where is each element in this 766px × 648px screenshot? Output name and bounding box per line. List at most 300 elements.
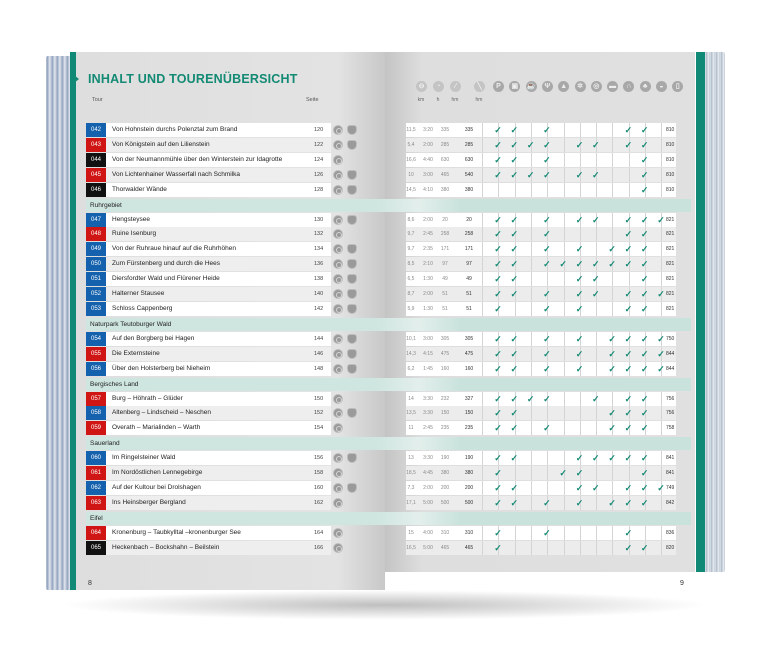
tour-page: 134 — [314, 246, 324, 253]
map-number: 821 — [666, 216, 675, 223]
stat-hm-up: 150 — [440, 410, 450, 417]
difficulty-icon — [333, 259, 343, 269]
check-icon: ✓ — [592, 393, 600, 404]
tour-name[interactable]: Halterner Stausee — [112, 290, 165, 297]
stat-hm-up: 235 — [440, 425, 450, 432]
tour-name[interactable]: Overath – Marialinden – Warth — [112, 424, 201, 432]
difficulty-icon — [333, 155, 343, 165]
tour-page: 150 — [314, 395, 324, 402]
check-icon: ✓ — [624, 363, 633, 374]
difficulty-icon — [333, 498, 343, 508]
stat-km: 8,7 — [407, 291, 415, 297]
stat-km: 5,9 — [407, 305, 415, 312]
book-shadow — [60, 590, 710, 620]
stat-hm-up: 200 — [440, 485, 450, 491]
tour-row[interactable] — [86, 227, 696, 241]
tour-page: 160 — [314, 485, 324, 491]
check-icon: ✓ — [510, 408, 519, 419]
difficulty-icon — [333, 364, 343, 374]
check-icon: ✓ — [494, 333, 502, 344]
stat-hm-down: 380 — [464, 470, 474, 477]
check-icon: ✓ — [657, 214, 665, 225]
stat-km: 17,1 — [406, 499, 416, 506]
page-column-header: Seite — [306, 97, 319, 103]
check-icon: ✓ — [543, 169, 551, 180]
grid-line — [531, 153, 532, 167]
page-edges-left — [46, 56, 70, 590]
tour-number: 046 — [86, 183, 106, 197]
check-icon: ✓ — [575, 214, 584, 225]
grid-line — [515, 466, 516, 480]
tour-name[interactable]: Auf der Kultour bei Drolshagen — [112, 484, 201, 491]
tour-page: 124 — [314, 156, 324, 163]
tour-page: 164 — [314, 529, 324, 536]
stat-km: 11,5 — [406, 127, 416, 133]
family-icon — [347, 244, 357, 254]
grid-line — [482, 541, 483, 555]
tour-row[interactable] — [86, 332, 696, 346]
difficulty-icon — [333, 229, 343, 239]
grid-line — [531, 213, 532, 227]
grid-line — [629, 183, 630, 197]
grid-line — [482, 183, 483, 197]
stat-label: km — [417, 97, 425, 103]
check-icon: ✓ — [640, 348, 649, 359]
map-number: 821 — [666, 231, 675, 238]
grid-line — [531, 347, 532, 361]
check-icon: ✓ — [559, 468, 567, 479]
grid-line — [531, 227, 532, 241]
tour-row[interactable] — [86, 183, 696, 197]
tour-number: 048 — [86, 227, 106, 241]
stat-hm-up: 190 — [440, 455, 450, 462]
grid-line — [596, 227, 597, 241]
check-icon: ✓ — [575, 468, 584, 479]
tour-page: 148 — [314, 365, 324, 372]
check-icon: ✓ — [494, 408, 502, 419]
grid-line — [564, 392, 565, 406]
check-icon: ✓ — [640, 229, 649, 240]
tour-name[interactable]: Thorwalder Wände — [112, 185, 167, 193]
stat-hm-up: 335 — [440, 127, 450, 133]
stat-hm-up: 258 — [440, 231, 450, 238]
stat-km: 14,5 — [406, 186, 416, 193]
tour-page: 144 — [314, 335, 324, 342]
check-icon: ✓ — [624, 244, 633, 255]
check-icon: ✓ — [526, 169, 535, 180]
tour-row[interactable] — [86, 466, 696, 480]
grid-line — [612, 213, 613, 227]
grid-line — [531, 287, 532, 301]
grid-line — [482, 421, 483, 435]
check-icon: ✓ — [510, 274, 519, 285]
check-icon: ✓ — [494, 229, 502, 240]
tour-row[interactable] — [86, 213, 696, 227]
tour-row[interactable] — [86, 496, 696, 510]
grid-line — [531, 526, 532, 540]
check-icon: ✓ — [543, 214, 551, 225]
tour-row[interactable] — [86, 392, 696, 406]
tour-name[interactable]: Über den Holsterberg bei Nieheim — [112, 364, 211, 372]
check-icon: ✓ — [494, 542, 502, 553]
tour-page: 138 — [314, 276, 324, 283]
check-icon: ✓ — [608, 348, 616, 359]
check-icon: ✓ — [608, 423, 616, 434]
map-number: 749 — [666, 485, 675, 491]
stat-hm-down: 500 — [464, 499, 474, 506]
check-icon: ✓ — [592, 259, 600, 270]
check-icon: ✓ — [575, 483, 584, 493]
tour-name[interactable]: Von der Neumannmühle über den Winterstein zur Idagrotte — [112, 155, 283, 163]
tour-row[interactable] — [86, 526, 696, 540]
tour-name[interactable]: Hengsteysee — [112, 215, 150, 223]
family-icon — [347, 349, 357, 359]
check-icon: ✓ — [608, 244, 616, 255]
stat-h: 4:15 — [423, 350, 433, 357]
grid-line — [612, 466, 613, 480]
check-icon: ✓ — [624, 348, 633, 359]
grid-line — [482, 138, 483, 152]
grid-line — [612, 168, 613, 182]
grid-line — [547, 541, 548, 555]
check-icon: ✓ — [624, 393, 633, 404]
tour-row[interactable] — [86, 168, 696, 182]
map-number: 844 — [666, 350, 675, 357]
family-icon — [347, 274, 357, 284]
grid-line — [596, 302, 597, 316]
grid-line — [661, 123, 662, 137]
stat-h: 3:00 — [423, 171, 433, 178]
tour-name[interactable]: Ruine Isenburg — [112, 230, 157, 238]
difficulty-icon — [333, 528, 343, 538]
grid-line — [482, 526, 483, 540]
check-icon: ✓ — [510, 483, 519, 493]
tour-row[interactable] — [86, 138, 696, 152]
grid-line — [629, 153, 630, 167]
grid-line — [531, 406, 532, 420]
difficulty-icon — [333, 170, 343, 180]
difficulty-icon — [333, 468, 343, 478]
grid-line — [482, 168, 483, 182]
stat-h: 2:00 — [423, 141, 433, 148]
grid-line — [580, 392, 581, 406]
check-icon: ✓ — [592, 274, 600, 285]
tour-name[interactable]: Kronenburg – Taubkylltal –kronenburger See — [112, 528, 241, 536]
stat-km: 10,1 — [406, 335, 416, 342]
check-icon: ✓ — [608, 363, 616, 374]
stat-hm-up: 97 — [442, 261, 448, 268]
check-icon: ✓ — [494, 125, 502, 135]
stat-h: 3:30 — [423, 410, 433, 417]
map-number: 758 — [666, 425, 675, 432]
tour-number: 063 — [86, 496, 106, 510]
map-number: 756 — [666, 395, 675, 402]
grid-line — [515, 302, 516, 316]
check-icon: ✓ — [543, 497, 551, 508]
grid-line — [515, 541, 516, 555]
tour-row[interactable] — [86, 541, 696, 555]
grid-line — [531, 257, 532, 271]
grid-line — [531, 496, 532, 510]
map-number: 810 — [666, 171, 675, 178]
grid-line — [564, 526, 565, 540]
stat-km: 13,5 — [406, 410, 416, 417]
grid-line — [661, 302, 662, 316]
tour-row[interactable] — [86, 257, 696, 271]
map-number: 750 — [666, 335, 675, 342]
check-icon: ✓ — [575, 497, 584, 508]
map-number: 810 — [666, 141, 675, 148]
family-icon — [347, 408, 357, 418]
tour-row[interactable] — [86, 153, 696, 167]
check-icon: ✓ — [575, 363, 584, 374]
grid-line — [564, 153, 565, 167]
stat-h: 3:20 — [423, 127, 433, 133]
stat-hm-up: 475 — [440, 350, 450, 357]
tour-name[interactable]: Von Königstein auf den Lilienstein — [112, 140, 210, 148]
stat-km: 10 — [408, 171, 414, 178]
check-icon: ✓ — [575, 169, 584, 180]
grid-line — [531, 302, 532, 316]
tour-number: 060 — [86, 451, 106, 465]
grid-line — [482, 272, 483, 286]
stat-h: 3:30 — [423, 455, 433, 462]
grid-line — [564, 496, 565, 510]
grid-line — [612, 272, 613, 286]
grid-line — [580, 227, 581, 241]
stat-hm-down: 49 — [466, 276, 472, 283]
tour-name[interactable]: Im Ringelsteiner Wald — [112, 454, 176, 462]
grid-line — [564, 302, 565, 316]
tour-number: 053 — [86, 302, 106, 316]
tour-name[interactable]: Altenberg – Lindscheid – Neschen — [112, 409, 212, 417]
grid-line — [661, 541, 662, 555]
monument-icon: ∩ — [623, 81, 634, 92]
tour-row[interactable] — [86, 362, 696, 376]
stat-km: 5,4 — [407, 141, 415, 148]
check-icon: ✓ — [494, 154, 502, 165]
check-icon: ✓ — [624, 542, 633, 553]
grid-line — [531, 242, 532, 256]
check-icon: ✓ — [510, 259, 519, 270]
tour-page: 136 — [314, 261, 324, 268]
grid-line — [531, 272, 532, 286]
check-icon: ✓ — [543, 303, 551, 314]
check-icon: ✓ — [624, 333, 633, 344]
grid-line — [515, 183, 516, 197]
grid-line — [661, 227, 662, 241]
stat-h: 2:00 — [423, 291, 433, 297]
family-icon — [347, 334, 357, 344]
stat-h: 4:40 — [423, 156, 433, 163]
accent-stripe-left — [70, 52, 76, 590]
check-icon: ✓ — [640, 333, 649, 344]
grid-line — [482, 332, 483, 346]
tour-row[interactable] — [86, 451, 696, 465]
check-icon: ✓ — [640, 259, 649, 270]
tour-row[interactable] — [86, 406, 696, 420]
check-icon: ✓ — [657, 483, 665, 493]
stat-hm-down: 160 — [464, 365, 474, 372]
grid-line — [596, 406, 597, 420]
stat-hm-up: 465 — [440, 171, 450, 178]
check-icon: ✓ — [494, 348, 502, 359]
tour-row[interactable] — [86, 123, 696, 137]
difficulty-icon — [333, 483, 343, 493]
check-icon: ✓ — [624, 259, 633, 270]
section-title: Eifel — [90, 514, 103, 522]
grid-line — [531, 421, 532, 435]
check-icon: ✓ — [510, 289, 519, 299]
check-icon: ✓ — [640, 363, 649, 374]
check-icon: ✓ — [608, 333, 616, 344]
check-icon: ✓ — [624, 289, 633, 299]
restaurant-icon: Ψ — [542, 81, 553, 92]
stat-hm-down: 171 — [464, 246, 474, 253]
check-icon: ✓ — [640, 184, 649, 195]
tour-name[interactable]: Von Lichtenhainer Wasserfall nach Schmilka — [112, 170, 241, 178]
stat-h: 5:00 — [423, 544, 433, 551]
grid-line — [564, 123, 565, 137]
grid-line — [612, 541, 613, 555]
grid-line — [564, 332, 565, 346]
check-icon: ✓ — [640, 497, 649, 508]
check-icon: ✓ — [575, 274, 584, 285]
family-icon — [347, 170, 357, 180]
tour-name[interactable]: Im Nordöstlichen Lennegebirge — [112, 469, 203, 477]
tour-number: 064 — [86, 526, 106, 540]
tour-name[interactable]: Auf den Borgberg bei Hagen — [112, 334, 195, 342]
difficulty-icon — [333, 408, 343, 418]
check-icon: ✓ — [640, 274, 649, 285]
tour-number: 054 — [86, 332, 106, 346]
grid-line — [580, 526, 581, 540]
stat-km: 9,7 — [407, 246, 415, 253]
check-icon: ✓ — [624, 229, 633, 240]
tour-row[interactable] — [86, 421, 696, 435]
grid-line — [564, 541, 565, 555]
phone-icon: ▯ — [672, 81, 683, 92]
stat-h: 2:45 — [423, 425, 433, 432]
stat-hm-up: 171 — [440, 246, 450, 253]
grid-line — [661, 153, 662, 167]
tour-name[interactable]: Von der Ruhraue hinauf auf die Ruhrhöhen — [112, 245, 236, 253]
tour-row[interactable] — [86, 481, 696, 495]
check-icon: ✓ — [494, 214, 502, 225]
check-icon: ✓ — [494, 244, 502, 255]
check-icon: ✓ — [624, 497, 633, 508]
grid-line — [661, 138, 662, 152]
grid-line — [612, 392, 613, 406]
check-icon: ✓ — [608, 453, 616, 464]
tour-number: 044 — [86, 153, 106, 167]
tour-row[interactable] — [86, 347, 696, 361]
check-icon: ✓ — [510, 393, 519, 404]
grid-line — [629, 272, 630, 286]
section-title: Ruhrgebiet — [90, 201, 122, 209]
tour-name[interactable]: Schloss Cappenberg — [112, 304, 173, 312]
stat-hm-up: 49 — [442, 276, 448, 283]
grid-line — [564, 347, 565, 361]
tour-page: 152 — [314, 410, 324, 417]
check-icon: ✓ — [510, 169, 519, 180]
tour-row[interactable] — [86, 272, 696, 286]
grid-line — [564, 421, 565, 435]
check-icon: ✓ — [510, 497, 519, 508]
section-title: Bergisches Land — [90, 380, 139, 388]
check-icon: ✓ — [624, 453, 633, 464]
check-icon: ✓ — [592, 169, 600, 180]
tour-name[interactable]: Burg – Höhrath – Glüder — [112, 394, 183, 402]
grid-line — [482, 481, 483, 495]
tour-number: 049 — [86, 242, 106, 256]
family-icon — [347, 304, 357, 314]
section-header — [86, 199, 691, 212]
tour-page: 146 — [314, 350, 324, 357]
duration-icon: ◔ — [433, 81, 444, 92]
ascent-icon: ⁄ — [450, 81, 461, 92]
map-number: 841 — [666, 455, 675, 462]
difficulty-icon — [333, 423, 343, 433]
grid-line — [531, 466, 532, 480]
grid-line — [482, 347, 483, 361]
tour-row[interactable] — [86, 287, 696, 301]
check-icon: ✓ — [640, 289, 649, 299]
map-number: 844 — [666, 365, 675, 372]
family-icon — [347, 185, 357, 195]
grid-line — [547, 466, 548, 480]
tour-name[interactable]: Von Hohnstein durchs Polenztal zum Brand — [112, 126, 238, 133]
grid-line — [596, 526, 597, 540]
stat-hm-up: 20 — [442, 216, 448, 223]
grid-line — [612, 153, 613, 167]
check-icon: ✓ — [640, 214, 649, 225]
grid-line — [596, 153, 597, 167]
check-icon: ✓ — [494, 453, 502, 464]
check-icon: ✓ — [510, 363, 519, 374]
stat-hm-down: 475 — [464, 350, 474, 357]
check-icon: ✓ — [640, 125, 649, 135]
stat-hm-down: 540 — [464, 171, 474, 178]
tour-name[interactable]: Zum Fürstenberg und durch die Hees — [112, 260, 221, 268]
tour-name[interactable]: Ins Heinsberger Bergland — [112, 498, 186, 506]
stat-h: 1:30 — [423, 276, 433, 283]
check-icon: ✓ — [543, 289, 551, 299]
family-icon — [347, 215, 357, 225]
grid-line — [661, 451, 662, 465]
distance-icon: ⊖ — [416, 81, 427, 92]
grid-line — [596, 242, 597, 256]
tour-name[interactable]: Diersfordter Wald und Flürener Heide — [112, 275, 220, 283]
difficulty-icon — [333, 244, 343, 254]
flower-icon: ✲ — [575, 81, 586, 92]
stat-hm-down: 285 — [464, 141, 474, 148]
tour-row[interactable] — [86, 302, 696, 316]
check-icon: ✓ — [494, 468, 502, 479]
grid-line — [482, 496, 483, 510]
grid-line — [564, 242, 565, 256]
stat-km: 15 — [408, 529, 414, 536]
stat-h: 2:45 — [423, 231, 433, 238]
tour-name[interactable]: Die Externsteine — [112, 349, 160, 357]
difficulty-icon — [333, 274, 343, 284]
grid-line — [482, 392, 483, 406]
tour-number: 047 — [86, 213, 106, 227]
tour-name[interactable]: Heckenbach – Bockshahn – Beilstein — [112, 543, 220, 551]
map-number: 841 — [666, 470, 675, 477]
family-icon — [347, 364, 357, 374]
tour-row[interactable] — [86, 242, 696, 256]
